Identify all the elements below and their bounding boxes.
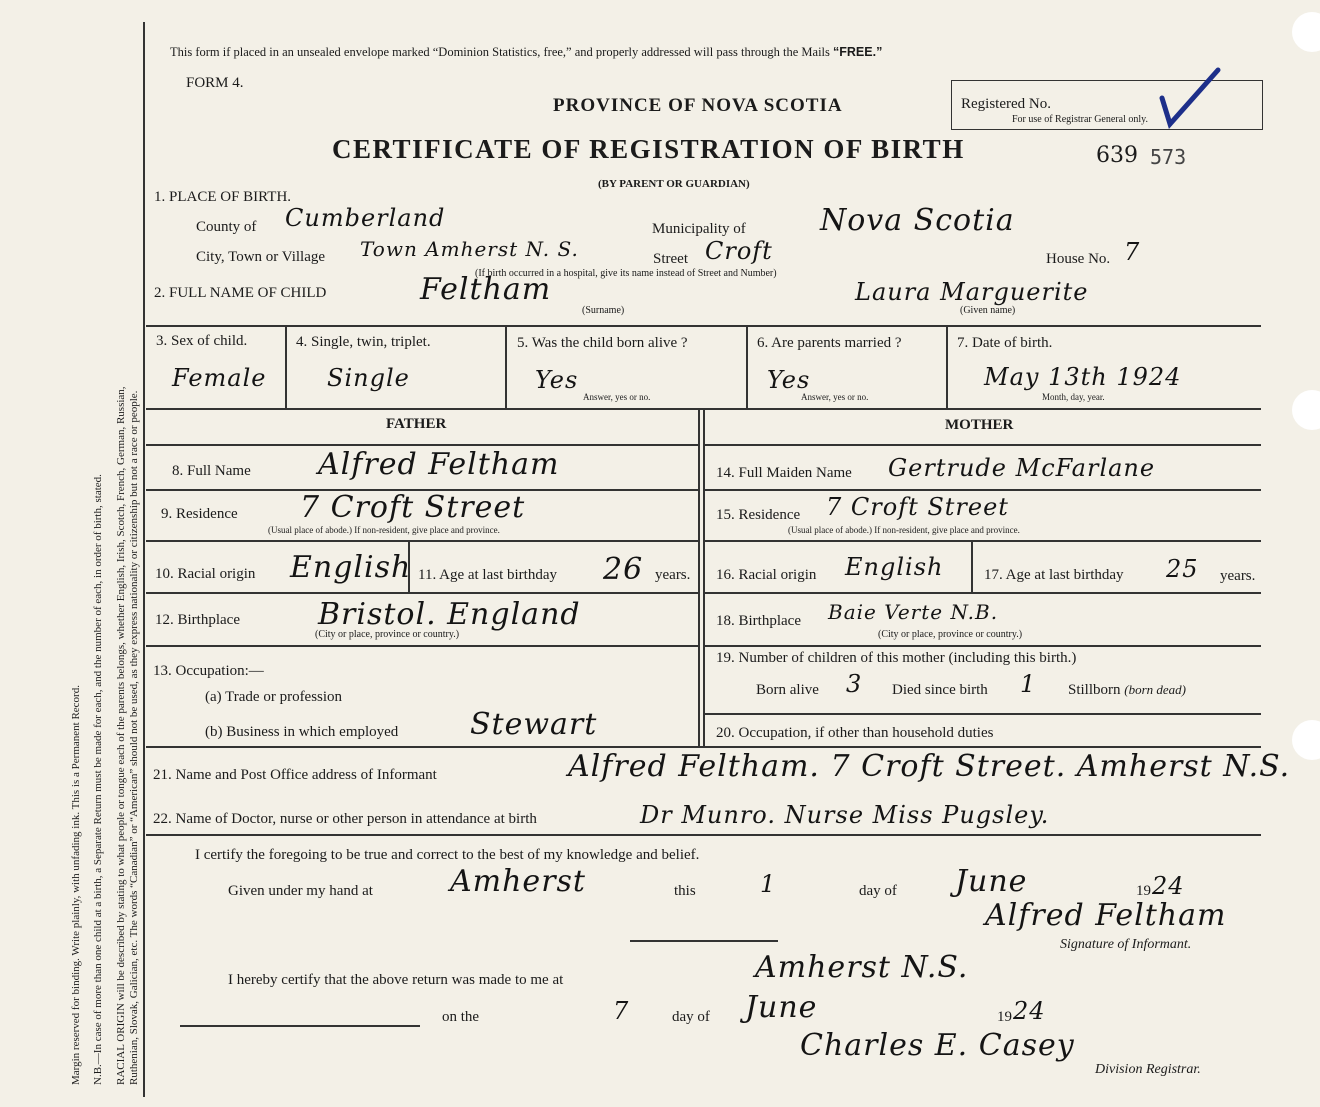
mother-heading: MOTHER — [945, 417, 1014, 433]
registrar-signature: Charles E. Casey — [800, 1028, 1075, 1063]
divider — [703, 408, 705, 746]
divider — [705, 489, 1261, 491]
stillborn-label — [1068, 682, 1186, 699]
given-place: Amherst — [450, 864, 586, 899]
informant-label: 21. Name and Post Office address of Informant — [153, 767, 437, 783]
child-name-label: 2. FULL NAME OF CHILD — [154, 285, 327, 301]
father-residence-value: 7 Croft Street — [300, 490, 526, 525]
plurality-value: Single — [327, 364, 410, 392]
this-label: this — [674, 883, 696, 899]
mother-birthplace-label: 18. Birthplace — [716, 613, 801, 629]
father-birthplace-label: 12. Birthplace — [155, 612, 240, 628]
form-number: FORM 4. — [186, 75, 244, 91]
father-business-value: Stewart — [470, 707, 598, 742]
street-label: Street — [653, 251, 688, 267]
date-caption: Month, day, year. — [1042, 392, 1105, 402]
mother-age-label: 17. Age at last birthday — [984, 567, 1124, 583]
margin-line-3: RACIAL ORIGIN will be described by stating to what people or tongue each of the parents belongs, whether English, Irish, Scotch, French, German, Russian, — [114, 386, 127, 1085]
divider — [146, 540, 698, 542]
given-year-prefix: 19 — [1136, 883, 1151, 899]
date-value: May 13th 1924 — [984, 363, 1182, 391]
mother-race-label: 16. Racial origin — [716, 567, 817, 583]
divider — [146, 834, 1261, 836]
given-caption: (Given name) — [960, 305, 1016, 316]
divider — [698, 408, 700, 746]
attendant-value: Dr Munro. Nurse Miss Pugsley. — [640, 801, 1050, 829]
mother-birthplace-value: Baie Verte N.B. — [828, 600, 999, 624]
place-of-birth-label: 1. PLACE OF BIRTH. — [154, 189, 292, 205]
alive-caption: Answer, yes or no. — [583, 392, 651, 402]
child-surname: Feltham — [420, 272, 552, 307]
date-label: 7. Date of birth. — [957, 335, 1053, 351]
divider — [630, 940, 778, 942]
registrar-place: Amherst N.S. — [755, 950, 969, 985]
father-residence-label: 9. Residence — [161, 506, 238, 522]
father-occupation-label: 13. Occupation:— — [153, 663, 264, 679]
municipality-label: Municipality of — [652, 221, 746, 237]
alive-value: Yes — [535, 366, 579, 394]
divider — [946, 325, 948, 408]
divider — [705, 592, 1261, 594]
registrar-day-of-label: day of — [672, 1009, 710, 1025]
registrar-caption: Division Registrar. — [1095, 1062, 1201, 1077]
city-label: City, Town or Village — [196, 249, 326, 265]
divider — [971, 540, 973, 592]
married-caption: Answer, yes or no. — [801, 392, 869, 402]
mother-name-label: 14. Full Maiden Name — [716, 465, 852, 481]
day-of-label: day of — [859, 883, 897, 899]
divider — [146, 325, 1261, 327]
registrar-day: 7 — [613, 997, 630, 1025]
divider — [146, 592, 698, 594]
father-business-label: (b) Business in which employed — [205, 724, 399, 740]
divider — [180, 1025, 420, 1027]
top-note-free: “FREE.” — [833, 45, 883, 59]
mother-residence-label: 15. Residence — [716, 507, 801, 523]
mother-birthplace-caption: (City or place, province or country.) — [878, 629, 1023, 640]
father-name-label: 8. Full Name — [172, 463, 251, 479]
punch-hole — [1292, 12, 1320, 52]
stillborn-label-text: Stillborn — [1068, 682, 1121, 698]
given-day: 1 — [760, 870, 777, 898]
hospital-note: (If birth occurred in a hospital, give its name instead of Street and Number) — [475, 268, 777, 279]
city-value: Town Amherst N. S. — [360, 237, 579, 261]
registrar-year-prefix: 19 — [997, 1009, 1012, 1025]
divider — [705, 645, 1261, 647]
divider — [746, 325, 748, 408]
given-label: Given under my hand at — [228, 883, 373, 899]
father-race-label: 10. Racial origin — [155, 566, 256, 582]
margin-line-2: N.B.—In case of more than one child at a birth, a Separate Return must be made for each, and the number of each, in order of birth, stated. — [92, 474, 105, 1085]
registrar-month: June — [745, 990, 818, 1025]
page-subtitle: (BY PARENT OR GUARDIAN) — [598, 178, 750, 190]
mother-residence-value: 7 Croft Street — [826, 493, 1009, 521]
born-alive-label: Born alive — [756, 682, 819, 698]
margin-line-4: Ruthenian, Slovak, Galician, etc. The words “Canadian” or “American” should not be used, as they express nationality or citizenship but not a race or people. — [127, 390, 140, 1085]
divider — [146, 645, 698, 647]
father-age-unit: years. — [655, 567, 691, 583]
given-month: June — [955, 864, 1028, 899]
checkmark-icon — [1140, 64, 1230, 129]
top-note — [170, 45, 882, 60]
father-heading: FATHER — [386, 416, 447, 432]
divider — [146, 746, 1261, 748]
margin-instructions — [70, 25, 141, 1085]
died-label: Died since birth — [892, 682, 988, 698]
father-residence-caption: (Usual place of abode.) If non-resident, give place and province. — [268, 525, 500, 535]
child-given-name: Laura Marguerite — [855, 278, 1089, 306]
province-heading: PROVINCE OF NOVA SCOTIA — [553, 95, 843, 116]
top-note-text: This form if placed in an unsealed envelope marked “Dominion Statistics, free,” and properly addressed will pass through the Mails — [170, 45, 830, 59]
born-alive-value: 3 — [846, 670, 863, 698]
margin-line-1: Margin reserved for binding. Write plainly, with unfading ink. This is a Permanent Record. — [70, 685, 82, 1085]
given-year: 24 — [1152, 872, 1185, 900]
divider — [705, 713, 1261, 715]
mother-age-unit: years. — [1220, 568, 1256, 584]
certify-statement: I certify the foregoing to be true and correct to the best of my knowledge and belief. — [195, 847, 700, 863]
father-age-value: 26 — [603, 552, 644, 587]
on-the-label: on the — [442, 1009, 480, 1025]
married-label: 6. Are parents married ? — [757, 335, 902, 351]
registered-no-label: Registered No. — [961, 96, 1051, 112]
signature-caption: Signature of Informant. — [1060, 937, 1192, 952]
informant-signature: Alfred Feltham — [985, 898, 1227, 933]
mother-occupation-label: 20. Occupation, if other than household duties — [716, 725, 994, 741]
punch-hole — [1292, 390, 1320, 430]
county-label: County of — [196, 219, 257, 235]
registrar-year: 24 — [1013, 997, 1046, 1025]
sex-value: Female — [172, 364, 267, 392]
divider — [705, 540, 1261, 542]
registrar-note: For use of Registrar General only. — [1012, 114, 1148, 125]
mother-residence-caption: (Usual place of abode.) If non-resident, give place and province. — [788, 525, 1020, 535]
father-name-value: Alfred Feltham — [318, 447, 560, 482]
mother-age-value: 25 — [1166, 555, 1199, 583]
reg-number-handwritten: 639 — [1096, 143, 1138, 168]
married-value: Yes — [767, 366, 811, 394]
county-value: Cumberland — [285, 204, 446, 232]
father-birthplace-caption: (City or place, province or country.) — [315, 629, 460, 640]
informant-value: Alfred Feltham. 7 Croft Street. Amherst N.S. — [568, 749, 1291, 784]
father-trade-label: (a) Trade or profession — [205, 689, 343, 705]
reg-number-stamped: 573 — [1150, 145, 1187, 169]
binding-margin-line — [143, 22, 145, 1097]
divider — [285, 325, 287, 408]
divider — [146, 444, 698, 446]
sex-label: 3. Sex of child. — [156, 333, 248, 349]
house-value: 7 — [1124, 238, 1141, 266]
municipality-value: Nova Scotia — [820, 203, 1015, 238]
surname-caption: (Surname) — [582, 305, 625, 316]
divider — [705, 444, 1261, 446]
mother-race-value: English — [845, 553, 944, 581]
house-label: House No. — [1046, 251, 1111, 267]
father-age-label: 11. Age at last birthday — [418, 567, 557, 583]
registrar-statement: I hereby certify that the above return was made to me at — [228, 972, 564, 988]
street-value: Croft — [705, 237, 773, 265]
punch-hole — [1292, 720, 1320, 760]
stillborn-note: (born dead) — [1124, 682, 1187, 697]
father-race-value: English — [290, 550, 412, 585]
mother-name-value: Gertrude McFarlane — [888, 454, 1156, 482]
plurality-label: 4. Single, twin, triplet. — [296, 334, 431, 350]
mother-children-label: 19. Number of children of this mother (including this birth.) — [716, 650, 1077, 666]
alive-label: 5. Was the child born alive ? — [517, 335, 688, 351]
attendant-label: 22. Name of Doctor, nurse or other person in attendance at birth — [153, 811, 537, 827]
divider — [505, 325, 507, 408]
died-value: 1 — [1020, 670, 1037, 698]
father-birthplace-value: Bristol. England — [318, 597, 581, 632]
page-title: CERTIFICATE OF REGISTRATION OF BIRTH — [332, 134, 965, 164]
